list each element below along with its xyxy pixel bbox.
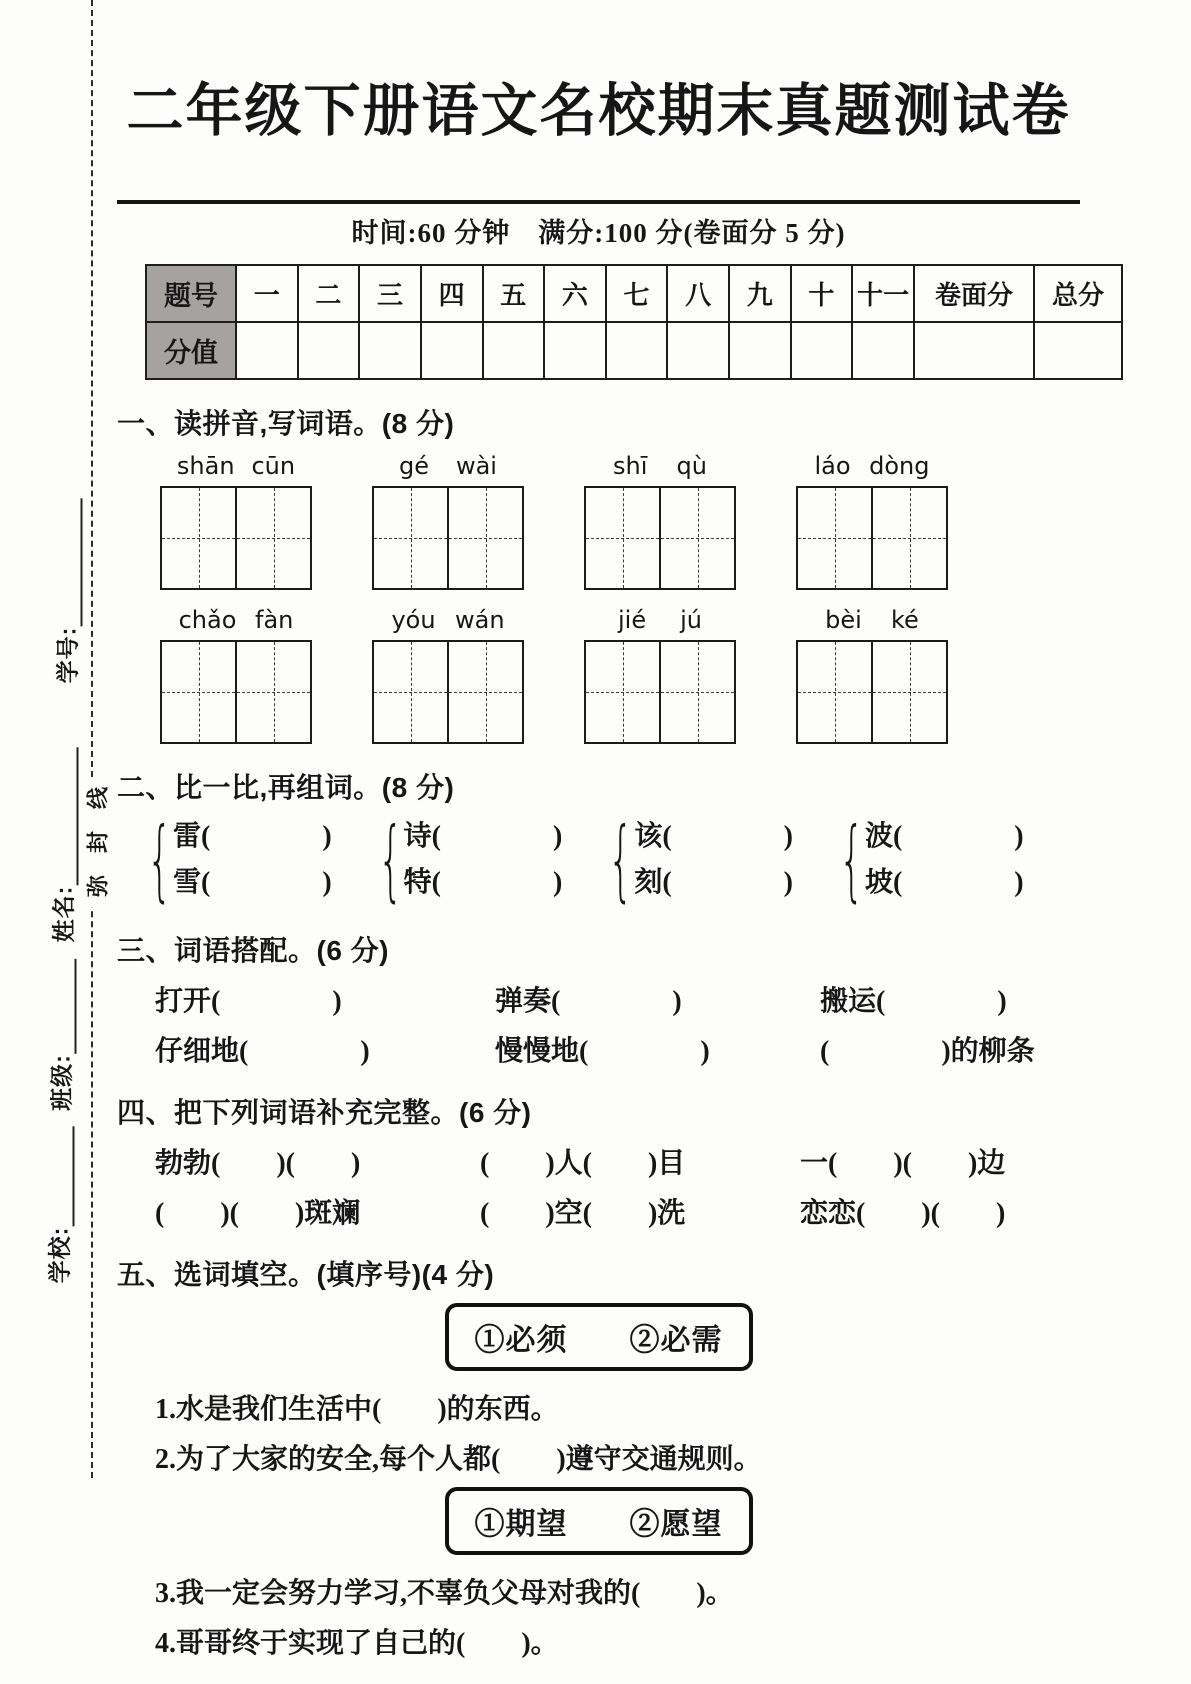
score-cell [729, 322, 791, 379]
complete-row-1 [117, 1141, 1080, 1181]
score-col: 七 [606, 265, 668, 322]
writing-cell [162, 488, 235, 588]
score-col: 一 [236, 265, 298, 322]
idiom-item: ( )人( )目 [480, 1148, 686, 1180]
fill-item-2: 2.为了大家的安全,每个人都( )遵守交通规则。 [155, 1444, 762, 1476]
pair-top: 波( ) [864, 820, 1024, 852]
score-table [145, 264, 1123, 380]
score-cell [852, 322, 914, 379]
pair-bottom: 坡( ) [864, 866, 1024, 898]
pinyin-syllable: qù [676, 452, 707, 481]
idiom-item: ( )空( )洗 [480, 1198, 686, 1230]
score-cell [791, 322, 853, 379]
writing-cell [798, 488, 871, 588]
score-table-corner: 题号 [146, 265, 236, 322]
section-2-heading: 二、比一比,再组词。(8 分) [117, 772, 455, 804]
pair-top: 该( ) [634, 820, 793, 852]
title-divider [117, 200, 1080, 204]
pinyin-word-group [160, 606, 312, 744]
fill-item-1: 1.水是我们生活中( )的东西。 [155, 1394, 559, 1426]
writing-box [372, 640, 524, 744]
match-item: 慢慢地( ) [495, 1036, 710, 1068]
field-label: 姓名: [50, 885, 77, 943]
pinyin-syllable: shī [613, 452, 648, 481]
writing-box [372, 486, 524, 590]
writing-cell [586, 488, 659, 588]
pinyin-word-group [160, 452, 312, 590]
field-label: 班级: [48, 1054, 75, 1111]
score-col: 四 [421, 265, 483, 322]
pinyin-syllable: ké [891, 606, 919, 635]
score-col: 三 [359, 265, 421, 322]
idiom-item: 恋恋( )( ) [800, 1198, 1006, 1230]
seal-dashed-line [91, 0, 93, 1478]
section-3-heading: 三、词语搭配。(6 分) [117, 935, 390, 967]
pinyin-syllable: bèi [825, 606, 862, 635]
pinyin-word-group [584, 606, 736, 744]
writing-box [584, 486, 736, 590]
writing-cell [162, 642, 235, 742]
pinyin-word-group [584, 452, 736, 590]
writing-cell [659, 642, 734, 742]
margin-field-name [46, 748, 79, 943]
pair-top: 雷( ) [173, 820, 332, 852]
brace-glyph: { [838, 808, 865, 912]
pinyin-syllable: gé [398, 452, 429, 481]
writing-box [160, 486, 312, 590]
score-cell [236, 322, 298, 379]
writing-cell [871, 642, 946, 742]
writing-cell [235, 488, 310, 588]
brace-glyph: { [147, 808, 173, 912]
pinyin-word-group [796, 452, 948, 590]
pinyin-word-group [372, 606, 524, 744]
score-col: 卷面分 [914, 265, 1034, 322]
fill-in-blank [49, 959, 76, 1054]
pinyin-syllable: shān [176, 452, 235, 481]
pinyin-word-group [372, 452, 524, 590]
writing-box [796, 640, 948, 744]
match-item: ( )的柳条 [820, 1036, 1035, 1068]
score-row-label: 分值 [146, 322, 236, 379]
writing-box [796, 486, 948, 590]
match-item: 弹奏( ) [495, 986, 682, 1018]
writing-cell [235, 642, 310, 742]
pinyin-row-2 [117, 606, 1080, 744]
pinyin-syllable: chǎo [178, 606, 237, 635]
pinyin-syllable: wài [455, 452, 497, 481]
pinyin-syllable: wán [454, 606, 505, 635]
score-col: 六 [544, 265, 606, 322]
pair-bottom: 刻( ) [634, 866, 793, 898]
brace-glyph: { [608, 808, 634, 912]
exam-meta: 时间:60 分钟 满分:100 分(卷面分 5 分) [351, 218, 846, 249]
writing-cell [798, 642, 871, 742]
margin-field-school [42, 1127, 75, 1284]
pinyin-syllable: jié [618, 606, 647, 635]
writing-cell [659, 488, 734, 588]
match-row-2 [117, 1029, 1080, 1069]
match-item: 搬运( ) [820, 986, 1007, 1018]
seal-line-text: 弥 封 线 [82, 777, 113, 907]
writing-cell [871, 488, 946, 588]
word-pair [377, 808, 563, 912]
score-cell [667, 322, 729, 379]
writing-cell [374, 642, 447, 742]
pinyin-syllable: fàn [255, 606, 294, 635]
field-label: 学校: [46, 1226, 73, 1284]
fill-in-blank [55, 499, 82, 627]
pinyin-syllable: cūn [251, 452, 296, 481]
word-pair [838, 808, 1024, 912]
score-cell [606, 322, 668, 379]
match-item: 仔细地( ) [155, 1036, 370, 1068]
score-col: 九 [729, 265, 791, 322]
score-table-header-row [146, 265, 1122, 322]
compare-words-row [117, 808, 1080, 912]
pair-bottom: 特( ) [403, 866, 563, 898]
pinyin-syllable: yóu [391, 606, 436, 635]
score-col: 十一 [852, 265, 914, 322]
score-col: 十 [791, 265, 853, 322]
score-cell [298, 322, 360, 379]
score-cell [914, 322, 1034, 379]
score-cell [359, 322, 421, 379]
match-row-1 [117, 979, 1080, 1019]
writing-cell [374, 488, 447, 588]
pinyin-word-group [796, 606, 948, 744]
writing-cell [586, 642, 659, 742]
score-col: 八 [667, 265, 729, 322]
word-choice-box-2: ①期望 ②愿望 [445, 1487, 753, 1555]
idiom-item: 勃勃( )( ) [155, 1148, 361, 1180]
section-5-heading: 五、选词填空。(填序号)(4 分) [117, 1259, 495, 1291]
complete-row-2 [117, 1191, 1080, 1231]
score-cell [544, 322, 606, 379]
fill-item-3: 3.我一定会努力学习,不辜负父母对我的( )。 [155, 1578, 734, 1610]
match-item: 打开( ) [155, 986, 342, 1018]
pinyin-syllable: dòng [869, 452, 930, 481]
writing-cell [447, 642, 522, 742]
pair-bottom: 雪( ) [173, 866, 332, 898]
brace-glyph: { [377, 808, 403, 912]
margin-field-class [44, 959, 77, 1111]
score-table-value-row [146, 322, 1122, 379]
score-col: 二 [298, 265, 360, 322]
fill-item-4: 4.哥哥终于实现了自己的( )。 [155, 1628, 559, 1660]
page-title: 二年级下册语文名校期末真题测试卷 [126, 80, 1071, 143]
score-col: 总分 [1034, 265, 1122, 322]
field-label: 学号: [54, 626, 81, 684]
score-cell [421, 322, 483, 379]
score-cell [1034, 322, 1122, 379]
idiom-item: 一( )( )边 [800, 1148, 1006, 1180]
score-cell [483, 322, 545, 379]
pair-top: 诗( ) [403, 820, 563, 852]
section-4-heading: 四、把下列词语补充完整。(6 分) [117, 1097, 532, 1129]
margin-field-student-number [50, 499, 83, 684]
idiom-item: ( )( )斑斓 [155, 1198, 361, 1230]
pinyin-syllable: jú [680, 606, 702, 635]
fill-in-blank [51, 748, 78, 886]
word-choice-box-1: ①必须 ②必需 [445, 1303, 753, 1371]
pinyin-row-1 [117, 452, 1080, 590]
exam-content [117, 0, 1104, 1661]
section-1-heading: 一、读拼音,写词语。(8 分) [117, 408, 455, 440]
fill-in-blank [47, 1127, 74, 1227]
pinyin-syllable: láo [814, 452, 851, 481]
writing-cell [447, 488, 522, 588]
word-pair [608, 808, 793, 912]
writing-box [584, 640, 736, 744]
word-pair [147, 808, 332, 912]
score-col: 五 [483, 265, 545, 322]
writing-box [160, 640, 312, 744]
